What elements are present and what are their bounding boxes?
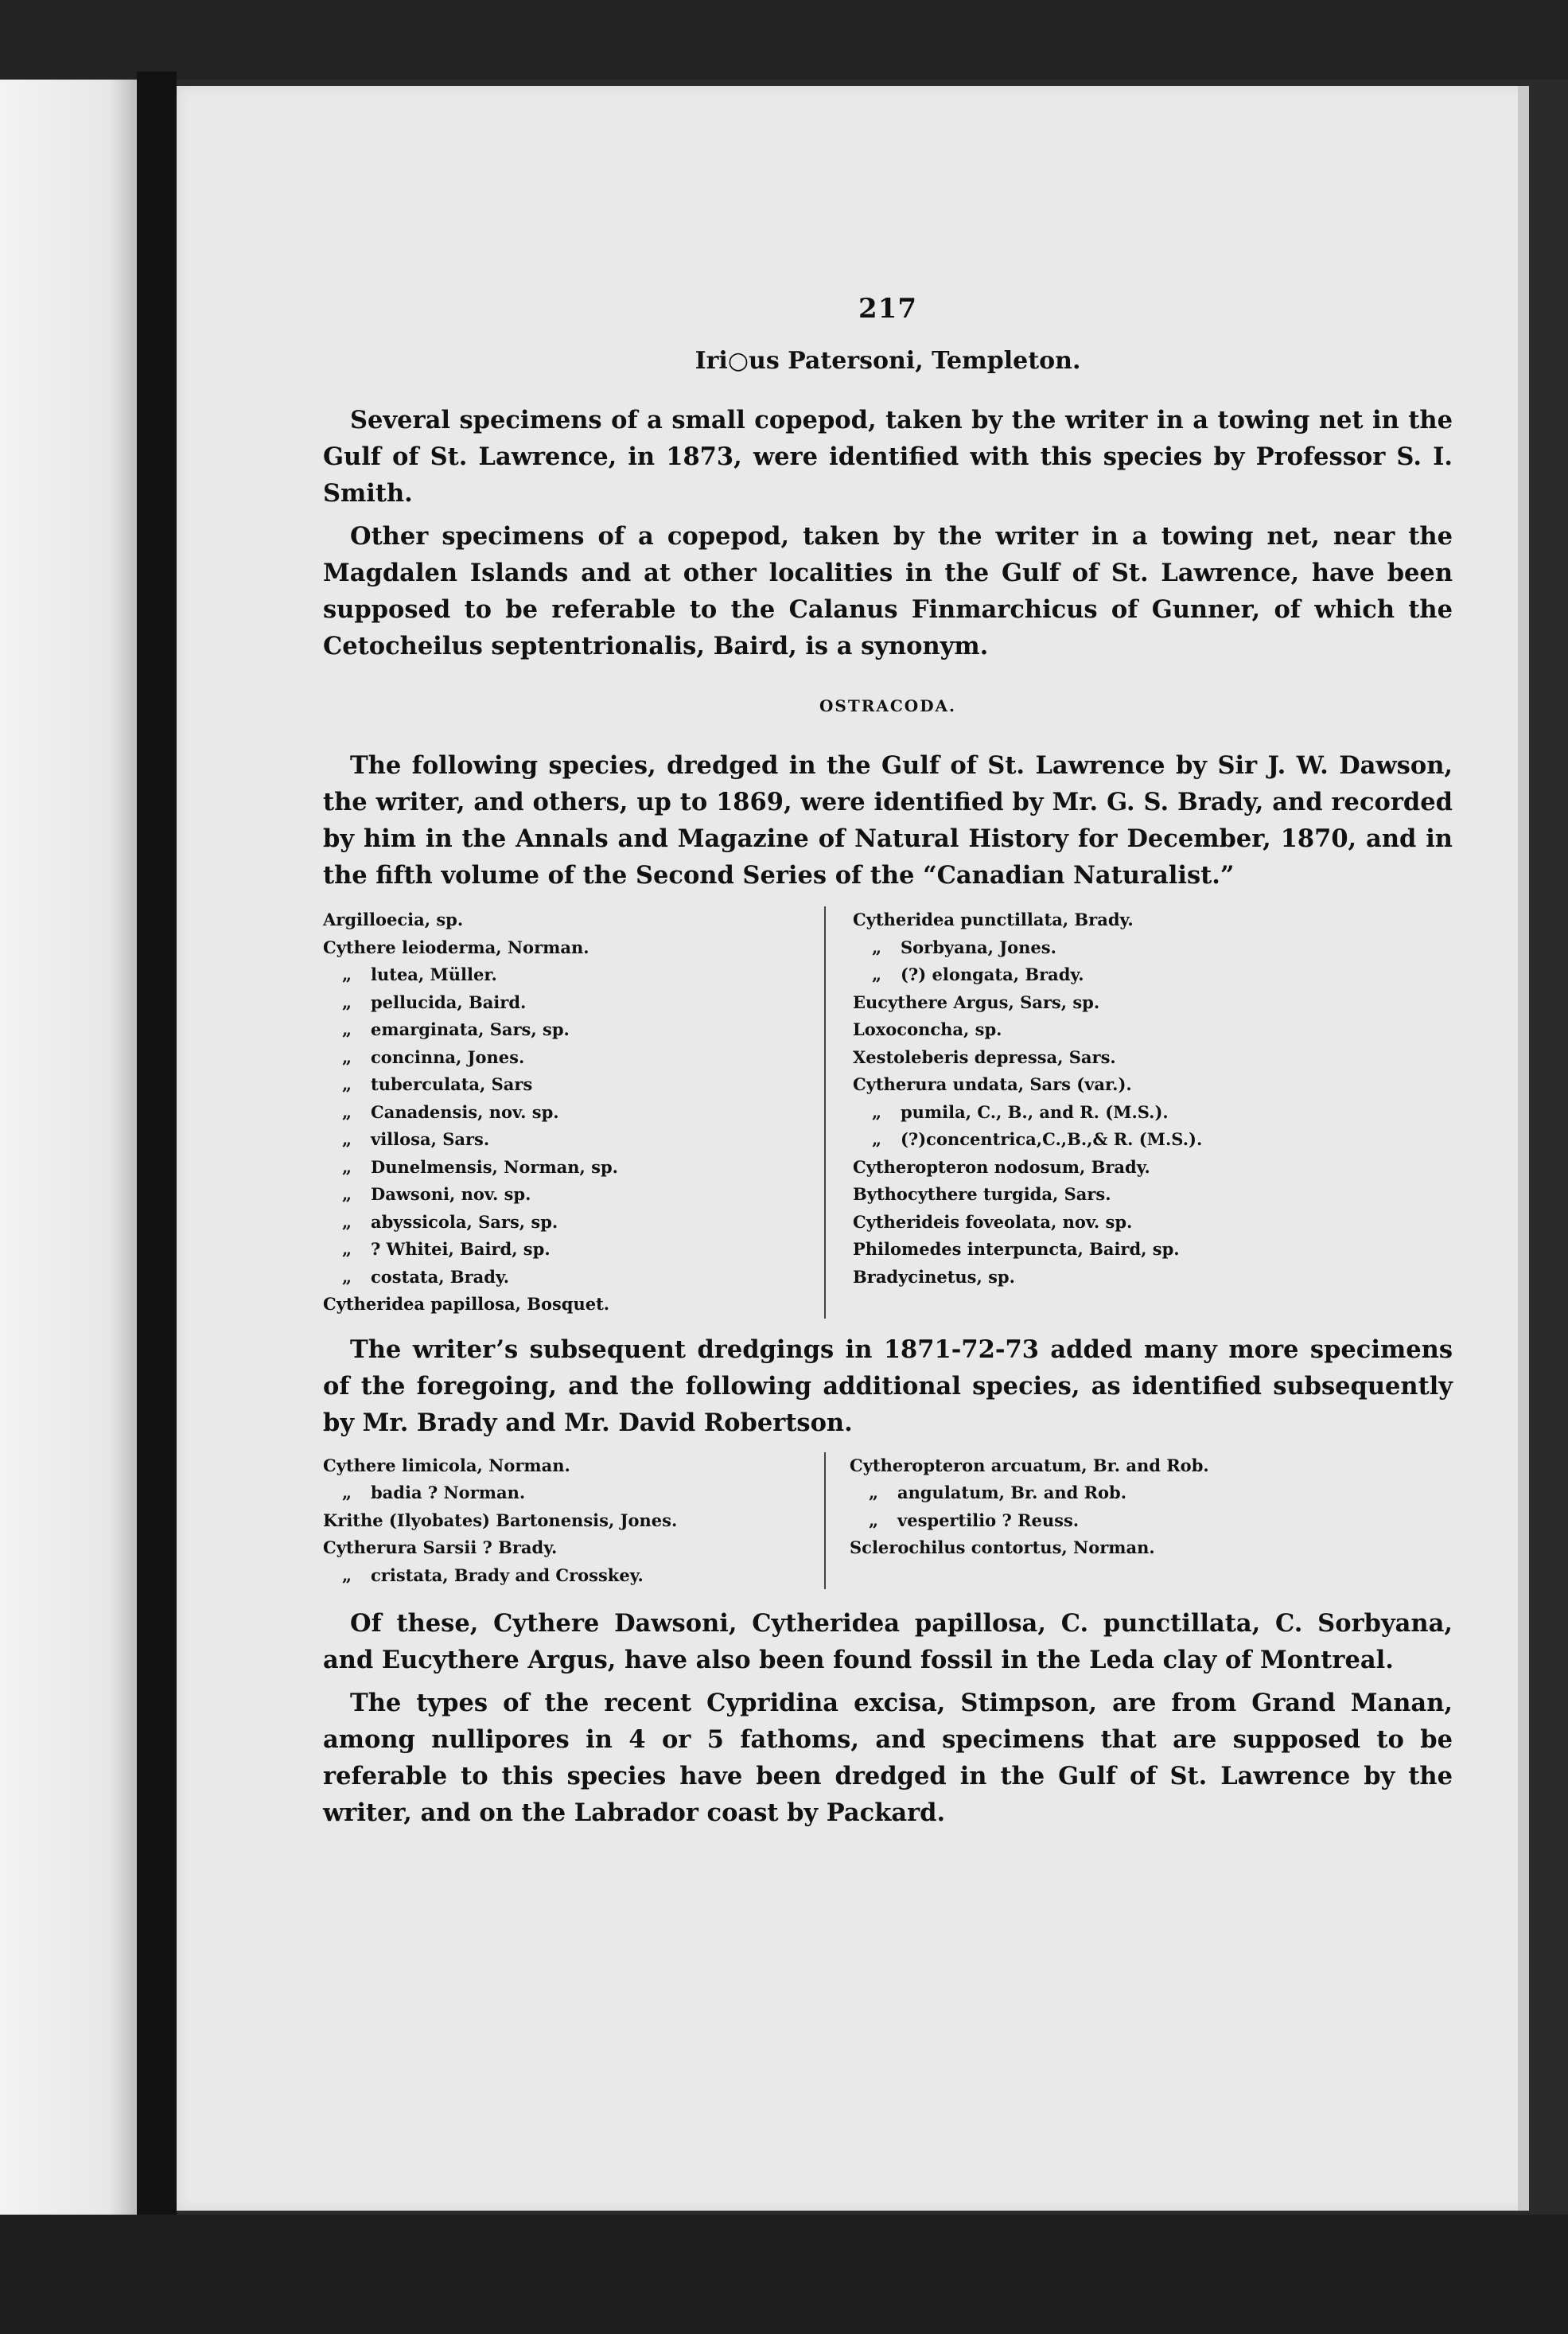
species-entry: [853, 1236, 1410, 1264]
species-entry: [323, 1071, 816, 1099]
species-entry: [853, 1209, 1410, 1237]
ditto-mark: „: [341, 1074, 352, 1094]
species-list-1: [323, 906, 1453, 1319]
species-name: Cythere leioderma, Norman.: [323, 937, 589, 957]
species-entry: [853, 1016, 1410, 1044]
scan-frame-bottom: [0, 2215, 1568, 2334]
species-name: Dawsoni, nov. sp.: [371, 1184, 531, 1204]
species-entry: [323, 1126, 816, 1154]
paragraph-calanus: Other specimens of a copepod, taken by the writer in a towing net, near the Magdalen Islands and at other localities in the Gulf of St. Lawrence, have been supposed to be referable to the Calanus Finmarchicus of Gunner, of which the Cetocheilus septentrionalis, Baird, is a synonym.: [323, 522, 1453, 660]
species-entry: [850, 1479, 1407, 1507]
species-entry: [323, 1264, 816, 1292]
species-name: pellucida, Baird.: [371, 992, 527, 1012]
species-entry: [323, 906, 816, 934]
species-entry: [853, 1044, 1410, 1072]
species-entry: [853, 1126, 1410, 1154]
page-edge: [1518, 86, 1529, 2211]
ditto-mark: „: [341, 1046, 352, 1067]
species-name: Sorbyana, Jones.: [901, 937, 1056, 957]
species-name: Bradycinetus, sp.: [853, 1266, 1015, 1287]
species-name: Cytheridea punctillata, Brady.: [853, 910, 1134, 929]
paragraph-subsequent: The writer’s subsequent dredgings in 1871-72-73 added many more specimens of the foregoing, and the following additional species, as identified subsequently by Mr. Brady and Mr. David Robertson.: [323, 1335, 1453, 1437]
ditto-mark: „: [341, 1564, 352, 1585]
ditto-mark: „: [341, 1129, 352, 1149]
species-name: Cytheropteron nodosum, Brady.: [853, 1156, 1150, 1177]
species-entry: [323, 1099, 816, 1127]
species-name: Cytherideis foveolata, nov. sp.: [853, 1211, 1133, 1232]
species-entry: [853, 989, 1410, 1017]
species-name: (?)concentrica,C.,B.,& R. (M.S.).: [901, 1129, 1203, 1149]
species-entry: [323, 1291, 816, 1319]
book-gutter: [137, 72, 177, 2220]
species-entry: [323, 1016, 816, 1044]
ditto-mark: „: [341, 1184, 352, 1204]
species-entry: [323, 1507, 816, 1535]
species-name: pumila, C., B., and R. (M.S.).: [901, 1101, 1169, 1122]
species-name: Cytherura undata, Sars (var.).: [853, 1074, 1132, 1094]
species-list-2: [323, 1452, 1453, 1590]
species-name: Loxoconcha, sp.: [853, 1019, 1002, 1039]
species-name: Eucythere Argus, Sars, sp.: [853, 992, 1100, 1012]
species-entry: [853, 961, 1410, 989]
species-name: vespertilio ? Reuss.: [897, 1510, 1080, 1530]
species-entry: [323, 1236, 816, 1264]
species-entry: [850, 1452, 1407, 1480]
species-entry: [323, 1452, 816, 1480]
species-entry: [323, 934, 816, 962]
species-name: Xestoleberis depressa, Sars.: [853, 1046, 1116, 1067]
book-page: [177, 86, 1529, 2211]
ditto-mark: „: [868, 1483, 879, 1502]
species-name: tuberculata, Sars: [371, 1074, 533, 1094]
ditto-mark: „: [871, 937, 882, 957]
species-entry: [323, 961, 816, 989]
ditto-mark: „: [871, 1101, 882, 1122]
species-name: ? Whitei, Baird, sp.: [371, 1239, 551, 1259]
ditto-mark: „: [341, 992, 352, 1012]
species-heading: Iri○us Patersoni, Templeton.: [695, 347, 1081, 375]
ditto-mark: „: [341, 964, 352, 984]
page-number: 217: [858, 293, 917, 325]
paragraph-ostracoda-intro: The following species, dredged in the Gulf of St. Lawrence by Sir J. W. Dawson, the writer, and others, up to 1869, were identified by Mr. G. S. Brady, and recorded by him in the Annals and Magazine of Natural History for December, 1870, and in the fifth volume of the Second Series of the “Canadian Naturalist.”: [323, 751, 1453, 890]
species-entry: [323, 1562, 816, 1590]
ditto-mark: „: [341, 1101, 352, 1122]
species-entry: [323, 1534, 816, 1562]
species-entry: [850, 1507, 1407, 1535]
species-name: Sclerochilus contortus, Norman.: [850, 1537, 1155, 1557]
species-name: concinna, Jones.: [371, 1046, 525, 1067]
species-entry: [853, 1099, 1410, 1127]
species-name: emarginata, Sars, sp.: [371, 1019, 570, 1039]
paragraph-smith: Several specimens of a small copepod, taken by the writer in a towing net in the Gulf of St. Lawrence, in 1873, were identified with this species by Professor S. I. Smith.: [323, 406, 1453, 508]
species-list-2-left: [323, 1452, 824, 1590]
scan-frame-top: [0, 0, 1568, 80]
species-entry: [853, 1071, 1410, 1099]
species-name: cristata, Brady and Crosskey.: [371, 1564, 644, 1585]
species-name: Krithe (Ilyobates) Bartonensis, Jones.: [323, 1510, 678, 1530]
paragraph-cypridina: The types of the recent Cypridina excisa, Stimpson, are from Grand Manan, among nullipores in 4 or 5 fathoms, and specimens that are supposed to be referable to this species have been dredged in the Gulf of St. Lawrence by the writer, and on the Labrador coast by Packard.: [323, 1689, 1453, 1827]
species-name: angulatum, Br. and Rob.: [897, 1483, 1127, 1502]
species-entry: [323, 1209, 816, 1237]
species-entry: [853, 1264, 1410, 1292]
species-name: Cytherura Sarsii ? Brady.: [323, 1537, 558, 1557]
species-list-1-right: [824, 906, 1410, 1319]
species-list-1-left: [323, 906, 824, 1319]
species-entry: [323, 989, 816, 1017]
species-entry: [853, 1154, 1410, 1182]
section-title: OSTRACODA.: [819, 696, 957, 715]
species-name: Canadensis, nov. sp.: [371, 1101, 559, 1122]
page-content: [323, 293, 1453, 1837]
species-entry: [323, 1154, 816, 1182]
species-name: villosa, Sars.: [371, 1129, 490, 1149]
ditto-mark: „: [341, 1156, 352, 1177]
species-name: Dunelmensis, Norman, sp.: [371, 1156, 618, 1177]
species-name: Cytheropteron arcuatum, Br. and Rob.: [850, 1455, 1209, 1475]
ditto-mark: „: [871, 1129, 882, 1149]
species-entry: [323, 1044, 816, 1072]
ditto-mark: „: [341, 1019, 352, 1039]
species-entry: [853, 1181, 1410, 1209]
species-list-2-right: [824, 1452, 1407, 1590]
ditto-mark: „: [868, 1510, 879, 1530]
paragraph-fossil: Of these, Cythere Dawsoni, Cytheridea papillosa, C. punctillata, C. Sorbyana, and Eucythere Argus, have also been found fossil in the Leda clay of Montreal.: [323, 1609, 1453, 1674]
ditto-mark: „: [871, 964, 882, 984]
species-name: lutea, Müller.: [371, 964, 497, 984]
species-name: Philomedes interpuncta, Baird, sp.: [853, 1239, 1180, 1259]
species-entry: [850, 1534, 1407, 1562]
ditto-mark: „: [341, 1266, 352, 1287]
species-name: costata, Brady.: [371, 1266, 510, 1287]
ditto-mark: „: [341, 1483, 352, 1502]
species-name: Cytheridea papillosa, Bosquet.: [323, 1294, 610, 1314]
species-name: abyssicola, Sars, sp.: [371, 1211, 558, 1232]
species-name: Bythocythere turgida, Sars.: [853, 1184, 1111, 1204]
ditto-mark: „: [341, 1239, 352, 1259]
species-name: badia ? Norman.: [371, 1483, 526, 1502]
species-entry: [853, 934, 1410, 962]
species-entry: [323, 1181, 816, 1209]
species-entry: [323, 1479, 816, 1507]
species-name: Argilloecia, sp.: [323, 910, 464, 929]
facing-page-sliver: [0, 80, 137, 2220]
species-name: (?) elongata, Brady.: [901, 964, 1084, 984]
species-entry: [853, 906, 1410, 934]
ditto-mark: „: [341, 1211, 352, 1232]
species-name: Cythere limicola, Norman.: [323, 1455, 570, 1475]
